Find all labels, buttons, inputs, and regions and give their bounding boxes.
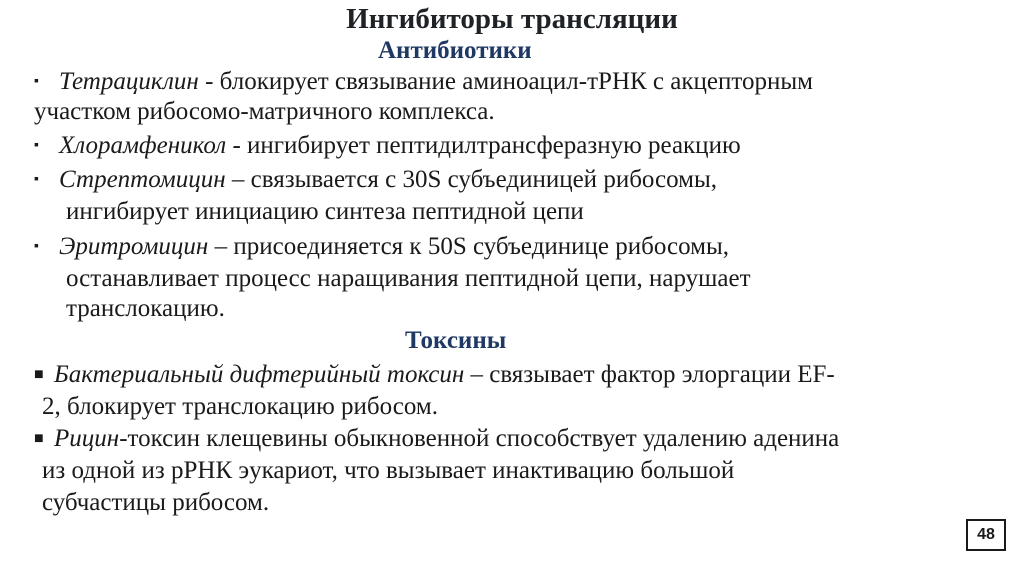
item-text-continuation: участком рибосомо-матричного комплекса. bbox=[34, 98, 495, 125]
toxin-name: Бактериальный дифтерийный токсин bbox=[54, 361, 465, 388]
item-text-continuation: транслокацию. bbox=[66, 295, 225, 322]
item-text-continuation: 2, блокирует транслокацию рибосом. bbox=[42, 393, 438, 420]
drug-name: Хлорамфеникол bbox=[59, 132, 227, 159]
item-text: – связывается с 30S субъединицей рибосомы, bbox=[225, 166, 718, 193]
slide-title: Ингибиторы трансляции bbox=[346, 3, 678, 35]
item-text-continuation: из одной из рРНК эукариот, что вызывает инактивацию большой bbox=[42, 457, 735, 484]
drug-name: Стрептомицин bbox=[59, 166, 226, 193]
toxins-heading: Токсины bbox=[405, 327, 507, 354]
bullet-icon: ▪ bbox=[34, 138, 39, 153]
item-text-continuation: субчастицы рибосом. bbox=[42, 489, 270, 516]
bullet-icon: ■ bbox=[34, 366, 44, 383]
antibiotic-item-tetracycline bbox=[59, 67, 813, 97]
item-text-continuation: останавливает процесс наращивания пептидной цепи, нарушает bbox=[66, 265, 751, 292]
toxin-item-diphtheria bbox=[54, 360, 835, 390]
item-text: - ингибирует пептидилтрансферазную реакцию bbox=[226, 132, 741, 159]
bullet-icon: ▪ bbox=[34, 74, 39, 89]
bullet-icon: ▪ bbox=[34, 239, 39, 254]
drug-name: Эритромицин bbox=[59, 233, 209, 260]
item-text: – присоединяется к 50S субъединице рибосомы, bbox=[208, 233, 729, 260]
toxin-name: Рицин bbox=[54, 425, 120, 452]
antibiotics-heading: Антибиотики bbox=[378, 37, 532, 64]
bullet-icon: ■ bbox=[34, 430, 44, 447]
page-number: 48 bbox=[966, 519, 1006, 551]
toxin-item-ricin bbox=[54, 424, 839, 454]
item-text-continuation: ингибирует инициацию синтеза пептидной цепи bbox=[66, 198, 584, 225]
item-text: -токсин клещевины обыкновенной способствует удалению аденина bbox=[119, 425, 840, 452]
bullet-icon: ▪ bbox=[34, 172, 39, 187]
antibiotic-item-erythromycin bbox=[59, 232, 729, 262]
drug-name: Тетрациклин bbox=[59, 68, 199, 95]
item-text: - блокирует связывание аминоацил-тРНК с акцепторным bbox=[198, 68, 813, 95]
item-text: – связывает фактор элоргации EF- bbox=[464, 361, 835, 388]
antibiotic-item-chloramphenicol bbox=[59, 131, 741, 161]
antibiotic-item-streptomycin bbox=[59, 165, 717, 195]
